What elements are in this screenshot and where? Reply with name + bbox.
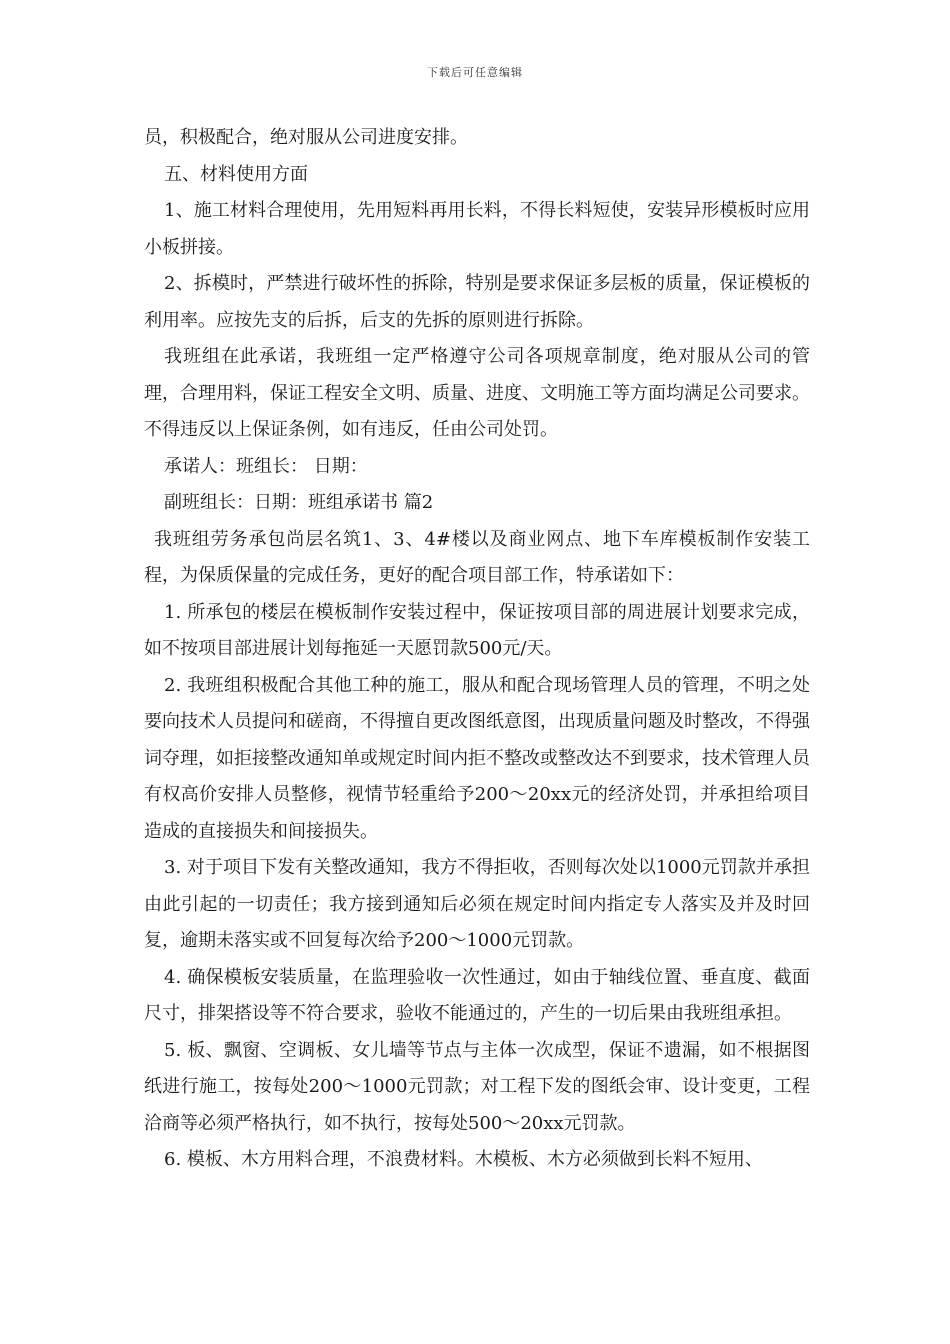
list-item: 6. 模板、木方用料合理，不浪费材料。木模板、木方必须做到长料不短用、 <box>164 1149 763 1170</box>
list-item: 3. 对于项目下发有关整改通知，我方不得拒收，否则每次处以1000元罚款并承担由此引起的一切责任；我方接到通知后必须在规定时间内指定专人落实及并及时回复，逾期未落实或不回复每次给予200～1000元罚款。 <box>144 857 810 951</box>
page-header: 下载后可任意编辑 <box>427 66 523 79</box>
paragraph: 2、拆模时，严禁进行破坏性的拆除，特别是要求保证多层板的质量，保证模板的利用率。应按先支的后拆，后支的先拆的原则进行拆除。 <box>144 273 810 331</box>
paragraph: 我班组在此承诺，我班组一定严格遵守公司各项规章制度，绝对服从公司的管理，合理用料，保证工程安全文明、质量、进度、文明施工等方面均满足公司要求。不得违反以上保证条例，如有违反，任由公司处罚。 <box>144 346 810 440</box>
section-heading: 五、材料使用方面 <box>164 163 308 185</box>
list-item: 2. 我班组积极配合其他工种的施工，服从和配合现场管理人员的管理，不明之处要向技术人员提问和磋商，不得擅自更改图纸意图，出现质量问题及时整改，不得强词夺理，如拒接整改通知单或规定时间内拒不整改或整改达不到要求，技术管理人员有权高价安排人员整修，视情节轻重给予200～20xx元的经济处罚，并承担给项目造成的直接损失和间接损失。 <box>144 674 810 842</box>
document-body <box>144 120 810 1179</box>
list-item: 5. 板、飘窗、空调板、女儿墙等节点与主体一次成型，保证不遗漏，如不根据图纸进行施工，按每处200～1000元罚款；对工程下发的图纸会审、设计变更，工程洽商等必须严格执行，如不执行，按每处500～20xx元罚款。 <box>144 1039 810 1134</box>
list-item: 4. 确保模板安装质量，在监理验收一次性通过，如由于轴线位置、垂直度、截面尺寸，排架搭设等不符合要求，验收不能通过的，产生的一切后果由我班组承担。 <box>144 966 810 1024</box>
paragraph: 1、施工材料合理使用，先用短料再用长料，不得长料短使，安装异形模板时应用小板拼接。 <box>144 200 810 258</box>
list-item: 1. 所承包的楼层在模板制作安装过程中，保证按项目部的周进展计划要求完成，如不按项目部进展计划每拖延一天愿罚款500元/天。 <box>144 601 810 659</box>
paragraph: 员，积极配合，绝对服从公司进度安排。 <box>144 127 468 148</box>
signature-line: 承诺人：班组长： 日期： <box>164 455 368 477</box>
signature-line: 副班组长：日期：班组承诺书 篇2 <box>164 492 434 513</box>
paragraph: 我班组劳务承包尚层名筑1、3、4#楼以及商业网点、地下车库模板制作安装工程，为保质保量的完成任务，更好的配合项目部工作，特承诺如下： <box>144 528 810 586</box>
